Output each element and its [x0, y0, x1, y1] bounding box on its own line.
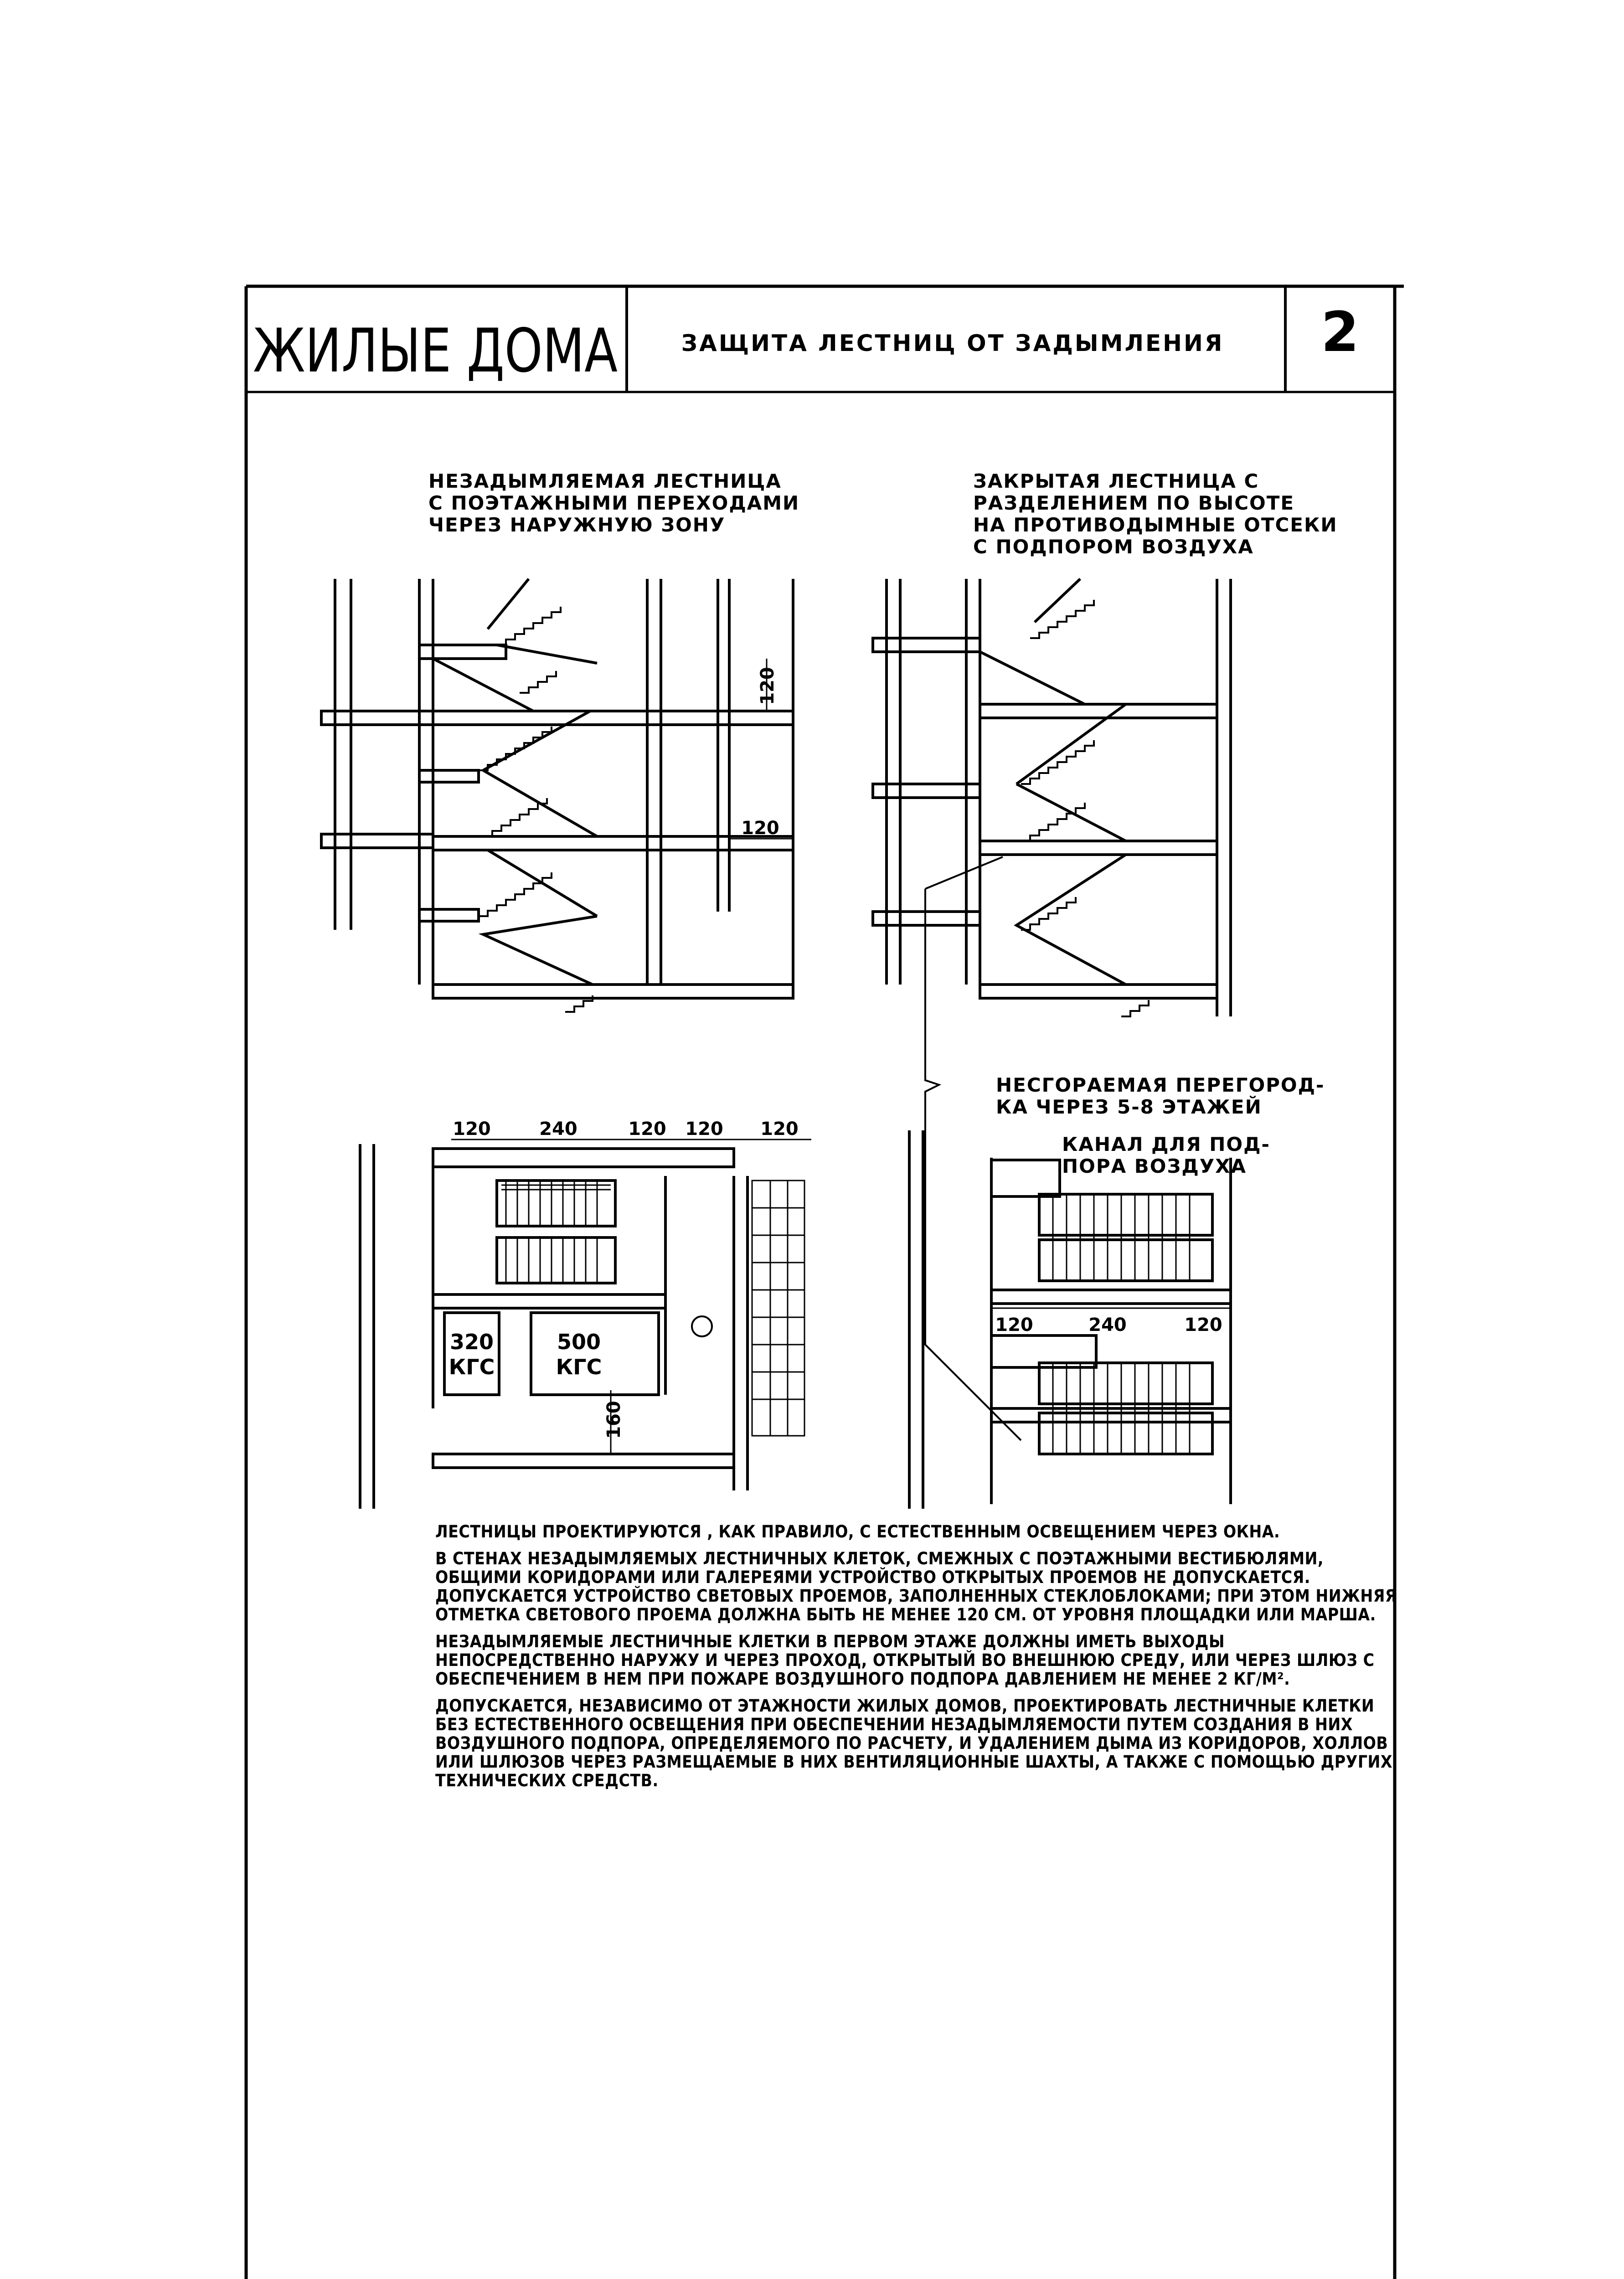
left-plan-dim-1: 120 — [453, 1119, 491, 1140]
body-paragraph-4: ДОПУСКАЕТСЯ, НЕЗАВИСИМО ОТ ЭТАЖНОСТИ ЖИЛЫХ ДОМОВ, ПРОЕКТИРОВАТЬ ЛЕСТНИЧНЫЕ КЛЕТКИ БЕЗ ЕСТЕСТВЕННОГО ОСВЕЩЕНИЯ ПРИ ОБЕСПЕЧЕНИИ НЕЗАДЫМЛЯЕМОСТИ ПУТЕМ СОЗДАНИЯ В НИХ ВОЗДУШНОГО ПОДПОРА, ОПРЕДЕЛЯЕМОГО ПО РАСЧЕТУ, И УДАЛЕНИЕМ ДЫМА ИЗ КОРИДОРОВ, ХОЛЛОВ ИЛИ ШЛЮЗОВ ЧЕРЕЗ РАЗМЕЩАЕМЫЕ В НИХ ВЕНТИЛЯЦИОННЫЕ ШАХТЫ, А ТАКЖЕ С ПОМОЩЬЮ ДРУГИХ ТЕХНИЧЕСКИХ СРЕДСТВ. — [435, 1696, 1393, 1790]
right-caption-line-3: НА ПРОТИВОДЫМНЫЕ ОТСЕКИ — [973, 514, 1338, 536]
dim-section-horizontal: 120 — [741, 818, 779, 839]
left-caption — [428, 470, 799, 536]
series-title: ЖИЛЫЕ ДОМА — [253, 316, 618, 386]
partition-label-line-2: КА ЧЕРЕЗ 5-8 ЭТАЖЕЙ — [996, 1096, 1262, 1118]
elevator-2-unit: КГС — [556, 1355, 602, 1379]
right-section-drawing — [873, 579, 1231, 1440]
left-caption-line-2: С ПОЭТАЖНЫМИ ПЕРЕХОДАМИ — [428, 492, 800, 514]
right-plan-dim-1: 120 — [995, 1315, 1033, 1335]
sheet-number: 2 — [1321, 301, 1359, 364]
left-caption-line-3: ЧЕРЕЗ НАРУЖНУЮ ЗОНУ — [428, 514, 726, 536]
left-plan-dim-4: 120 — [685, 1119, 723, 1140]
channel-label-line-2: ПОРА ВОЗДУХА — [1062, 1155, 1247, 1177]
elevator-2-capacity: 500 — [557, 1330, 601, 1354]
partition-label-line-1: НЕСГОРАЕМАЯ ПЕРЕГОРОД- — [996, 1074, 1325, 1096]
dim-section-vertical: 120 — [757, 667, 778, 705]
dim-plan-vertical: 160 — [603, 1401, 624, 1439]
right-caption-line-4: С ПОДПОРОМ ВОЗДУХА — [973, 536, 1254, 558]
right-plan-drawing — [909, 1130, 1231, 1509]
right-caption-line-2: РАЗДЕЛЕНИЕМ ПО ВЫСОТЕ — [973, 492, 1295, 514]
right-section-steps — [1021, 600, 1149, 1016]
left-caption-line-1: НЕЗАДЫМЛЯЕМАЯ ЛЕСТНИЦА — [428, 470, 782, 492]
elevator-1-capacity: 320 — [449, 1330, 494, 1354]
body-paragraph-1: ЛЕСТНИЦЫ ПРОЕКТИРУЮТСЯ , КАК ПРАВИЛО, С ЕСТЕСТВЕННЫМ ОСВЕЩЕНИЕМ ЧЕРЕЗ ОКНА. — [435, 1522, 1280, 1542]
left-plan-dim-5: 120 — [760, 1119, 799, 1140]
sheet-title: ЗАЩИТА ЛЕСТНИЦ ОТ ЗАДЫМЛЕНИЯ — [681, 330, 1224, 356]
right-caption — [973, 470, 1337, 558]
left-plan-dim-2: 240 — [539, 1119, 577, 1140]
left-plan-dim-3: 120 — [628, 1119, 666, 1140]
right-plan-dim-3: 120 — [1184, 1315, 1222, 1335]
left-section-drawing — [321, 579, 793, 998]
right-plan-dim-2: 240 — [1088, 1315, 1127, 1335]
elevator-1-unit: КГС — [449, 1355, 495, 1379]
left-plan-drawing — [360, 1144, 804, 1509]
channel-label-line-1: КАНАЛ ДЛЯ ПОД- — [1062, 1133, 1270, 1155]
left-section-steps — [479, 607, 593, 1012]
body-paragraph-2: В СТЕНАХ НЕЗАДЫМЛЯЕМЫХ ЛЕСТНИЧНЫХ КЛЕТОК, СМЕЖНЫХ С ПОЭТАЖНЫМИ ВЕСТИБЮЛЯМИ, ОБЩИМИ КОРИДОРАМИ ИЛИ ГАЛЕРЕЯМИ УСТРОЙСТВО ОТКРЫТЫХ ПРОЕМОВ НЕ ДОПУСКАЕТСЯ. ДОПУСКАЕТСЯ УСТРОЙСТВО СВЕТОВЫХ ПРОЕМОВ, ЗАПОЛНЕННЫХ СТЕКЛОБЛОКАМИ; ПРИ ЭТОМ НИЖНЯЯ ОТМЕТКА СВЕТОВОГО ПРОЕМА ДОЛЖНА БЫТЬ НЕ МЕНЕЕ 120 СМ. ОТ УРОВНЯ ПЛОЩАДКИ ИЛИ МАРША. — [435, 1549, 1397, 1624]
right-caption-line-1: ЗАКРЫТАЯ ЛЕСТНИЦА С — [973, 470, 1259, 492]
body-text — [435, 1522, 1397, 1798]
body-paragraph-3: НЕЗАДЫМЛЯЕМЫЕ ЛЕСТНИЧНЫЕ КЛЕТКИ В ПЕРВОМ ЭТАЖЕ ДОЛЖНЫ ИМЕТЬ ВЫХОДЫ НЕПОСРЕДСТВЕННО НАРУЖУ И ЧЕРЕЗ ПРОХОД, ОТКРЫТЫЙ ВО ВНЕШНЮЮ СРЕДУ, ИЛИ ЧЕРЕЗ ШЛЮЗ С ОБЕСПЕЧЕНИЕМ В НЕМ ПРИ ПОЖАРЕ ВОЗДУШНОГО ПОДПОРА ДАВЛЕНИЕМ НЕ МЕНЕЕ 2 КГ/М². — [435, 1632, 1375, 1689]
